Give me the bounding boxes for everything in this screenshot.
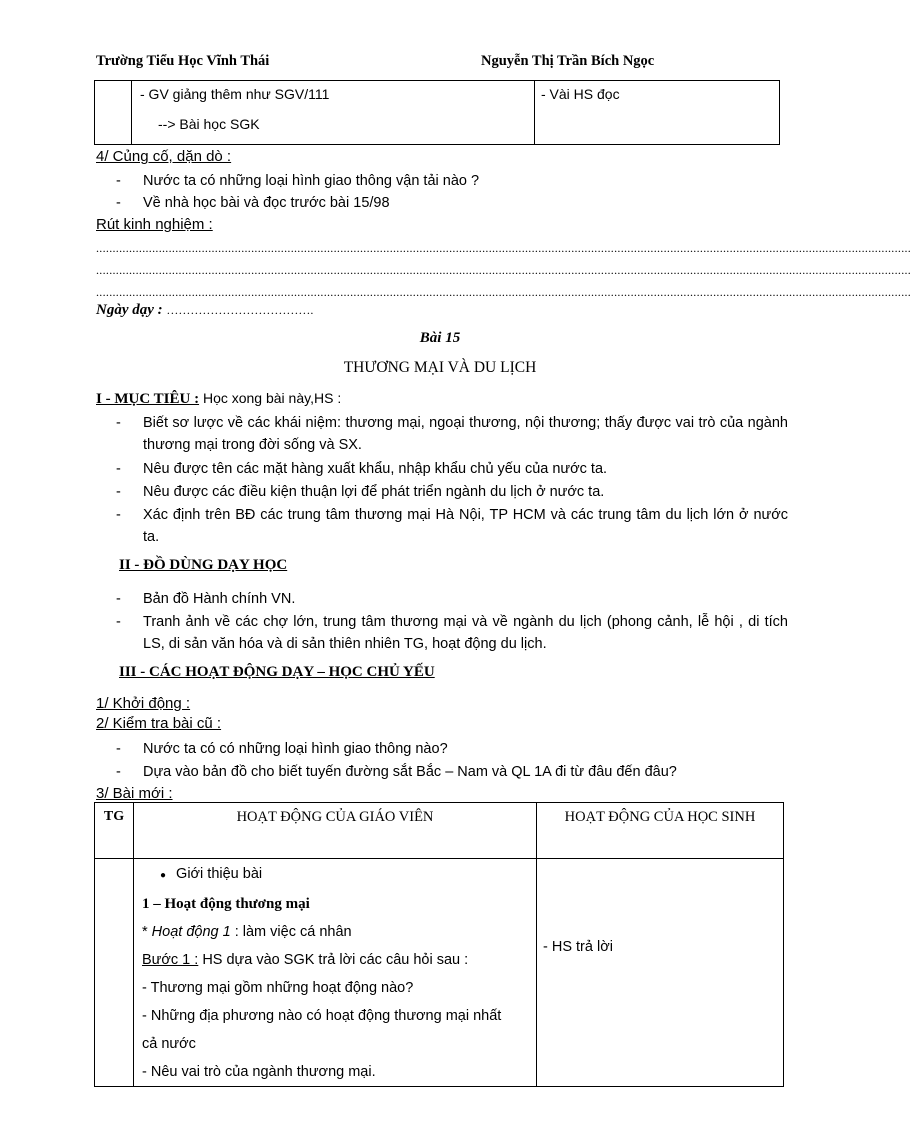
tg-cell xyxy=(95,859,134,1087)
col-tg: TG xyxy=(95,803,134,859)
gv-cell xyxy=(134,859,537,1087)
ngay-day-dots: ………………………………. xyxy=(166,303,314,317)
top-table-tg-cell xyxy=(95,81,132,145)
list-item: - Nước ta có có những loại hình giao thông nào? xyxy=(116,741,448,757)
do-dung-heading: II - ĐỒ DÙNG DẠY HỌC xyxy=(119,557,288,573)
question-2b: cả nước xyxy=(142,1036,196,1052)
bai-moi: 3/ Bài mới : xyxy=(96,785,173,802)
list-item: - Tranh ảnh về các chợ lớn, trung tâm thương mại và về ngành du lịch (phong cảnh, lễ hội , di tích LS, di sản văn hóa và di sản thiên nhiên TG, hoạt động du lịch. xyxy=(116,614,788,652)
table-row xyxy=(95,859,784,1087)
rut-kinh-nghiem-heading: Rút kinh nghiệm : xyxy=(96,216,213,233)
hs-answer: - HS trả lời xyxy=(543,939,613,955)
list-item: - Biết sơ lược về các khái niệm: thương mại, ngoại thương, nội thương; thấy được vai trò của ngành thương mại trong đời sống và SX. xyxy=(116,415,788,453)
lesson-title: THƯƠNG MẠI VÀ DU LỊCH xyxy=(343,359,537,376)
hs-cell xyxy=(537,859,784,1087)
dotted-line: ....................................................................................................................................................................................................................................................... xyxy=(96,241,911,255)
activity-line: * Hoạt động 1 : làm việc cá nhân xyxy=(142,924,352,940)
dotted-line: ....................................................................................................................................................................................................................................................... xyxy=(96,285,911,299)
table-header-row xyxy=(95,803,784,859)
hoat-dong-heading: III - CÁC HOẠT ĐỘNG DẠY – HỌC CHỦ YẾU xyxy=(119,664,435,680)
list-item: - Bản đồ Hành chính VN. xyxy=(116,591,296,607)
list-item: - Dựa vào bản đồ cho biết tuyến đường sắt Bắc – Nam và QL 1A đi từ đâu đến đâu? xyxy=(116,764,677,780)
bullet-icon: ● xyxy=(160,870,167,881)
top-table-hs-cell xyxy=(535,81,780,145)
activity-table xyxy=(94,802,784,1087)
step-label: Bước 1 : xyxy=(142,952,199,968)
hs-line: - Vài HS đọc xyxy=(541,86,620,102)
question-3: - Nêu vai trò của ngành thương mại. xyxy=(142,1064,376,1080)
question-1: - Thương mại gồm những hoạt động nào? xyxy=(142,980,414,996)
teacher-name: Nguyễn Thị Trần Bích Ngọc xyxy=(481,53,655,69)
question-2a: - Những địa phương nào có hoạt động thương mại nhất xyxy=(142,1008,502,1024)
activity-label: Hoạt động 1 xyxy=(151,924,231,940)
lesson-number: Bài 15 xyxy=(419,330,461,346)
gv-line-2: --> Bài học SGK xyxy=(158,116,260,132)
muc-tieu-heading: I - MỤC TIÊU : xyxy=(96,391,200,407)
top-table xyxy=(94,80,780,145)
muc-tieu-intro: Học xong bài này,HS : xyxy=(199,390,342,406)
kiem-tra: 2/ Kiểm tra bài cũ : xyxy=(96,715,222,732)
list-item: - Nêu được tên các mặt hàng xuất khẩu, nhập khẩu chủ yếu của nước ta. xyxy=(116,461,608,477)
col-hs: HOẠT ĐỘNG CỦA HỌC SINH xyxy=(537,803,784,859)
list-item: - Nêu được các điều kiện thuận lợi để phát triển ngành du lịch ở nước ta. xyxy=(116,484,605,500)
step-line: Bước 1 : HS dựa vào SGK trả lời các câu hỏi sau : xyxy=(142,952,469,968)
list-item: - Về nhà học bài và đọc trước bài 15/98 xyxy=(116,195,390,211)
ngay-day xyxy=(96,301,313,320)
gv-line-1: - GV giảng thêm như SGV/111 xyxy=(140,86,330,102)
school-name: Trường Tiểu Học Vĩnh Thái xyxy=(96,53,270,69)
dotted-line: ....................................................................................................................................................................................................................................................... xyxy=(96,263,911,277)
col-gv: HOẠT ĐỘNG CỦA GIÁO VIÊN xyxy=(134,803,537,859)
bullet-item: ● Giới thiệu bài xyxy=(160,866,263,882)
list-item: - Nước ta có những loại hình giao thông vận tải nào ? xyxy=(116,173,480,189)
khoi-dong: 1/ Khởi động : xyxy=(96,695,191,712)
top-table-gv-cell xyxy=(132,81,535,145)
ngay-day-label: Ngày dạy : xyxy=(96,302,163,318)
list-item: - Xác định trên BĐ các trung tâm thương mại Hà Nội, TP HCM và các trung tâm du lịch lớn ở nước ta. xyxy=(116,507,788,545)
section-title: 1 – Hoạt động thương mại xyxy=(142,896,310,912)
muc-tieu xyxy=(96,389,341,409)
cung-co-heading: 4/ Củng cố, dặn dò : xyxy=(96,148,232,165)
